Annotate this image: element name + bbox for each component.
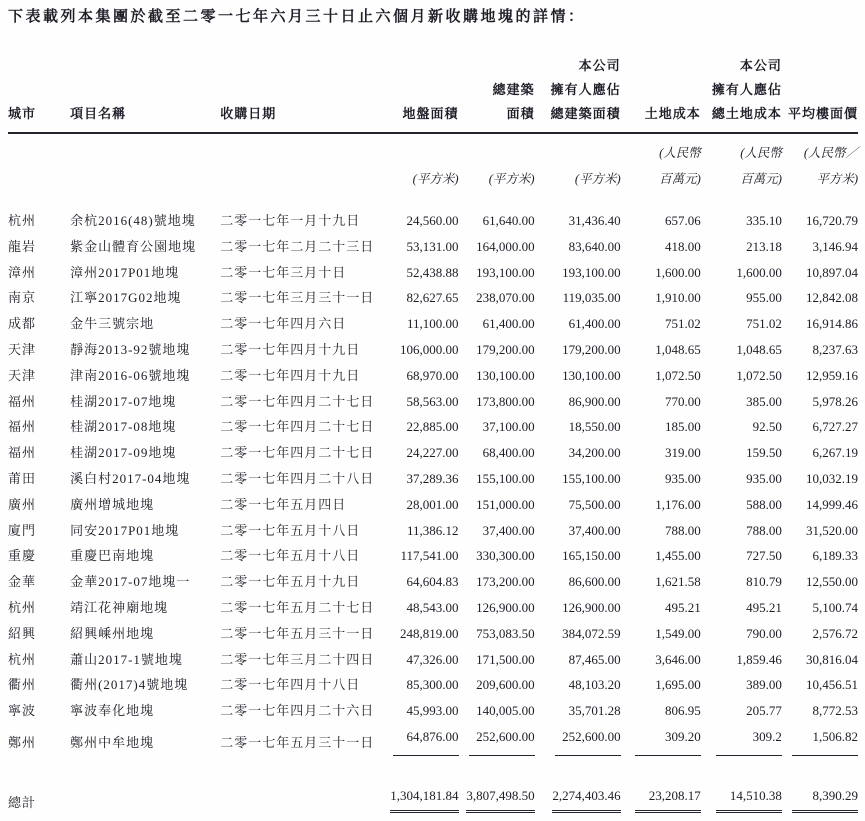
table-row (8, 492, 858, 518)
avg-floor-price-cell: 10,456.51 (806, 677, 858, 693)
gfa-cell: 155,100.00 (476, 470, 535, 486)
avg-floor-price-cell: 10,897.04 (806, 264, 858, 280)
table-row (8, 363, 858, 389)
city-cell: 杭州 (8, 651, 37, 667)
total-label: 總計 (8, 794, 37, 810)
city-cell: 福州 (8, 445, 37, 461)
table-row (8, 337, 858, 363)
project-cell: 江寧2017G02地塊 (70, 290, 182, 306)
header-row (8, 54, 858, 133)
attr-land-cost-cell: 495.21 (746, 599, 782, 615)
city-cell: 紹興 (8, 625, 37, 641)
land-cost-cell: 1,695.00 (655, 677, 701, 693)
col-header-project: 項目名稱 (70, 54, 220, 133)
gfa-cell: 179,200.00 (476, 341, 535, 357)
city-cell: 杭州 (8, 213, 37, 228)
col-header-site-area: 地盤面積 (372, 54, 458, 133)
attr-land-cost-cell: 810.79 (746, 574, 782, 590)
acq-date-cell: 二零一七年四月十九日 (220, 367, 361, 383)
land-cost-cell: 418.00 (665, 238, 701, 254)
project-cell: 金牛三號宗地 (70, 316, 155, 332)
col-header-acq-date: 收購日期 (220, 54, 372, 133)
avg-floor-price-cell: 30,816.04 (806, 651, 858, 667)
gfa-cell: 193,100.00 (476, 264, 535, 280)
avg-floor-price-cell: 14,999.46 (806, 496, 858, 512)
city-cell: 成都 (8, 316, 37, 332)
attr-land-cost-cell: 955.00 (746, 290, 782, 306)
city-cell: 寧波 (8, 703, 37, 719)
attr-gfa-cell: 165,150.00 (562, 548, 621, 564)
project-cell: 金華2017-07地塊一 (70, 574, 191, 590)
site-area-cell: 11,100.00 (406, 316, 459, 332)
avg-floor-price-cell: 2,576.72 (812, 625, 858, 641)
attr-land-cost-cell: 727.50 (746, 548, 782, 564)
table-row (8, 621, 858, 647)
avg-floor-price-cell: 6,267.19 (812, 445, 858, 461)
attr-gfa-cell: 34,200.00 (568, 445, 621, 461)
attr-land-cost-cell: 751.02 (746, 316, 782, 332)
acq-date-cell: 二零一七年三月三十一日 (220, 290, 375, 306)
acq-date-cell: 二零一七年三月二十四日 (220, 651, 375, 667)
site-area-cell: 85,300.00 (406, 677, 459, 693)
total-avg-floor-price: 8,390.29 (782, 756, 858, 813)
land-cost-cell: 657.06 (665, 213, 701, 228)
gfa-cell: 209,600.00 (476, 677, 535, 693)
avg-floor-price-cell: 12,550.00 (806, 574, 858, 590)
city-cell: 廣州 (8, 496, 37, 512)
acq-date-cell: 二零一七年四月十九日 (220, 341, 361, 357)
project-cell: 余杭2016(48)號地塊 (70, 213, 196, 228)
city-cell: 衢州 (8, 677, 37, 693)
gfa-cell: 164,000.00 (476, 238, 535, 254)
attr-gfa-cell: 155,100.00 (562, 470, 621, 486)
city-cell: 福州 (8, 393, 37, 409)
project-cell: 紹興嵊州地塊 (70, 625, 155, 641)
table-row (8, 698, 858, 724)
acq-date-cell: 二零一七年三月十日 (220, 264, 347, 280)
land-cost-cell: 319.00 (665, 445, 701, 461)
land-cost-cell: 935.00 (665, 470, 701, 486)
units-site-area: (平方米) (412, 172, 459, 186)
attr-land-cost-cell: 92.50 (752, 419, 782, 435)
site-area-cell: 106,000.00 (400, 341, 459, 357)
total-attr-land-cost: 14,510.38 (701, 756, 782, 813)
gfa-cell: 130,100.00 (476, 367, 535, 383)
project-cell: 寧波奉化地塊 (70, 703, 155, 719)
acq-date-cell: 二零一七年四月二十八日 (220, 470, 375, 486)
acq-date-cell: 二零一七年五月二十七日 (220, 599, 375, 615)
total-spacer (220, 756, 372, 813)
table-row (8, 724, 858, 756)
site-area-cell: 48,543.00 (406, 599, 459, 615)
acq-date-cell: 二零一七年四月二十六日 (220, 703, 375, 719)
gfa-cell: 140,005.00 (476, 703, 535, 719)
gfa-cell: 37,100.00 (482, 419, 535, 435)
table-row (8, 389, 858, 415)
attr-land-cost-cell: 788.00 (746, 522, 782, 538)
attr-land-cost-cell: 213.18 (746, 238, 782, 254)
attr-gfa-cell: 126,900.00 (562, 599, 621, 615)
land-cost-cell: 1,549.00 (655, 625, 701, 641)
land-cost-cell: 1,072.50 (655, 367, 701, 383)
acq-date-cell: 二零一七年五月四日 (220, 496, 347, 512)
city-cell: 杭州 (8, 599, 37, 615)
attr-gfa-cell: 119,035.00 (562, 290, 621, 306)
land-cost-cell: 806.95 (665, 703, 701, 719)
city-cell: 金華 (8, 574, 37, 590)
site-area-cell: 11,386.12 (406, 522, 459, 538)
total-land-cost: 23,208.17 (621, 756, 701, 813)
land-cost-cell: 495.21 (665, 599, 701, 615)
gfa-cell: 330,300.00 (476, 548, 535, 564)
avg-floor-price-cell: 8,772.53 (812, 703, 858, 719)
land-cost-cell: 1,621.58 (655, 574, 701, 590)
acq-date-cell: 二零一七年五月十八日 (220, 522, 361, 538)
land-cost-cell: 1,910.00 (655, 290, 701, 306)
project-cell: 廣州增城地塊 (70, 496, 155, 512)
acq-date-cell: 二零一七年二月二十三日 (220, 238, 375, 254)
gfa-cell: 37,400.00 (482, 522, 535, 538)
land-cost-cell: 1,176.00 (655, 496, 701, 512)
attr-land-cost-cell: 1,048.65 (736, 341, 782, 357)
attr-gfa-cell: 37,400.00 (568, 522, 621, 538)
table-row (8, 414, 858, 440)
gfa-cell: 238,070.00 (476, 290, 535, 306)
units-attr-land-cost: (人民幣 百萬元) (740, 146, 782, 186)
col-header-attr-gfa: 本公司 擁有人應佔 總建築面積 (535, 54, 621, 133)
col-header-attr-land-cost: 本公司 擁有人應佔 總土地成本 (701, 54, 782, 133)
attr-land-cost-cell: 389.00 (746, 677, 782, 693)
project-cell: 靜海2013-92號地塊 (70, 341, 191, 357)
units-date (220, 133, 372, 208)
attr-land-cost-cell: 335.10 (746, 213, 782, 228)
site-area-cell: 24,560.00 (406, 213, 459, 228)
project-cell: 津南2016-06號地塊 (70, 367, 191, 383)
acq-date-cell: 二零一七年四月十八日 (220, 677, 361, 693)
project-cell: 靖江花神廟地塊 (70, 599, 169, 615)
acq-date-cell: 二零一七年五月三十一日 (220, 625, 375, 641)
table-footer (8, 756, 858, 813)
site-area-cell: 117,541.00 (400, 548, 459, 564)
attr-land-cost-cell: 385.00 (746, 393, 782, 409)
attr-gfa-cell: 48,103.20 (568, 677, 621, 693)
col-header-avg-floor-price: 平均樓面價 (782, 54, 858, 133)
gfa-cell: 61,400.00 (482, 316, 535, 332)
gfa-cell: 61,640.00 (482, 213, 535, 228)
avg-floor-price-cell: 12,959.16 (806, 367, 858, 383)
site-area-cell: 37,289.36 (406, 470, 459, 486)
attr-land-cost-cell: 1,072.50 (736, 367, 782, 383)
attr-gfa-cell: 179,200.00 (562, 341, 621, 357)
site-area-cell: 45,993.00 (406, 703, 459, 719)
city-cell: 鄭州 (8, 734, 37, 750)
attr-gfa-cell: 18,550.00 (568, 419, 621, 435)
total-spacer (70, 756, 220, 813)
table-row (8, 647, 858, 673)
attr-land-cost-cell: 309.2 (701, 724, 782, 756)
total-attr-gfa: 2,274,403.46 (535, 756, 621, 813)
project-cell: 衢州(2017)4號地塊 (70, 677, 189, 693)
project-cell: 桂湖2017-09地塊 (70, 445, 177, 461)
attr-gfa-cell: 31,436.40 (568, 213, 621, 228)
acq-date-cell: 二零一七年四月六日 (220, 316, 347, 332)
units-gfa: (平方米) (488, 172, 535, 186)
avg-floor-price-cell: 31,520.00 (806, 522, 858, 538)
attr-gfa-cell: 61,400.00 (568, 316, 621, 332)
avg-floor-price-cell: 5,100.74 (812, 599, 858, 615)
project-cell: 漳州2017P01地塊 (70, 264, 180, 280)
land-cost-cell: 770.00 (665, 393, 701, 409)
attr-gfa-cell: 75,500.00 (568, 496, 621, 512)
total-site-area: 1,304,181.84 (372, 756, 458, 813)
avg-floor-price-cell: 6,189.33 (812, 548, 858, 564)
attr-land-cost-cell: 159.50 (746, 445, 782, 461)
table-row (8, 569, 858, 595)
project-cell: 蕭山2017-1號地塊 (70, 651, 183, 667)
avg-floor-price-cell: 16,720.79 (806, 213, 858, 228)
land-cost-cell: 1,600.00 (655, 264, 701, 280)
table-row (8, 543, 858, 569)
city-cell: 天津 (8, 341, 37, 357)
table-header (8, 54, 858, 208)
gfa-cell: 252,600.00 (459, 724, 535, 756)
site-area-cell: 82,627.65 (406, 290, 459, 306)
city-cell: 龍岩 (8, 238, 37, 254)
table-row (8, 260, 858, 286)
site-area-cell: 68,970.00 (406, 367, 459, 383)
attr-gfa-cell: 130,100.00 (562, 367, 621, 383)
acq-date-cell: 二零一七年一月十九日 (220, 213, 361, 228)
site-area-cell: 28,001.00 (406, 496, 459, 512)
project-cell: 桂湖2017-08地塊 (70, 419, 177, 435)
table-row (8, 466, 858, 492)
gfa-cell: 151,000.00 (476, 496, 535, 512)
table-row (8, 311, 858, 337)
land-cost-cell: 3,646.00 (655, 651, 701, 667)
site-area-cell: 24,227.00 (406, 445, 459, 461)
project-cell: 桂湖2017-07地塊 (70, 393, 177, 409)
avg-floor-price-cell: 5,978.26 (812, 393, 858, 409)
col-header-land-cost: 土地成本 (621, 54, 701, 133)
avg-floor-price-cell: 12,842.08 (806, 290, 858, 306)
acq-date-cell: 二零一七年四月二十七日 (220, 393, 375, 409)
col-header-gfa: 總建築 面積 (459, 54, 535, 133)
land-cost-cell: 309.20 (621, 724, 701, 756)
table-row (8, 518, 858, 544)
land-cost-cell: 1,048.65 (655, 341, 701, 357)
project-cell: 鄭州中牟地塊 (70, 734, 155, 750)
units-row (8, 133, 858, 208)
city-cell: 重慶 (8, 548, 37, 564)
table-body (8, 208, 858, 756)
site-area-cell: 52,438.88 (406, 264, 459, 280)
city-cell: 漳州 (8, 264, 37, 280)
avg-floor-price-cell: 3,146.94 (812, 238, 858, 254)
units-project (70, 133, 220, 208)
attr-gfa-cell: 87,465.00 (568, 651, 621, 667)
attr-land-cost-cell: 588.00 (746, 496, 782, 512)
site-area-cell: 64,604.83 (406, 574, 459, 590)
total-gfa: 3,807,498.50 (459, 756, 535, 813)
gfa-cell: 126,900.00 (476, 599, 535, 615)
table-row (8, 234, 858, 260)
gfa-cell: 173,800.00 (476, 393, 535, 409)
site-area-cell: 58,563.00 (406, 393, 459, 409)
total-row (8, 756, 858, 813)
city-cell: 天津 (8, 367, 37, 383)
project-cell: 溪白村2017-04地塊 (70, 470, 191, 486)
project-cell: 同安2017P01地塊 (70, 522, 180, 538)
attr-gfa-cell: 35,701.28 (568, 703, 621, 719)
table-row (8, 285, 858, 311)
acq-date-cell: 二零一七年四月二十七日 (220, 419, 375, 435)
attr-land-cost-cell: 935.00 (746, 470, 782, 486)
table-row (8, 672, 858, 698)
gfa-cell: 171,500.00 (476, 651, 535, 667)
city-cell: 廈門 (8, 522, 37, 538)
land-acquisition-table (8, 54, 858, 813)
land-cost-cell: 1,455.00 (655, 548, 701, 564)
table-row (8, 440, 858, 466)
units-avg-floor-price: (人民幣／ 平方米) (803, 146, 858, 186)
attr-land-cost-cell: 1,859.46 (736, 651, 782, 667)
attr-gfa-cell: 83,640.00 (568, 238, 621, 254)
city-cell: 南京 (8, 290, 37, 306)
attr-gfa-cell: 193,100.00 (562, 264, 621, 280)
attr-gfa-cell: 384,072.59 (562, 625, 621, 641)
table-row (8, 595, 858, 621)
acq-date-cell: 二零一七年五月十九日 (220, 574, 361, 590)
acq-date-cell: 二零一七年五月十八日 (220, 548, 361, 564)
gfa-cell: 68,400.00 (482, 445, 535, 461)
avg-floor-price-cell: 6,727.27 (812, 419, 858, 435)
city-cell: 福州 (8, 419, 37, 435)
gfa-cell: 753,083.50 (476, 625, 535, 641)
attr-land-cost-cell: 1,600.00 (736, 264, 782, 280)
attr-gfa-cell: 86,900.00 (568, 393, 621, 409)
site-area-cell: 248,819.00 (400, 625, 459, 641)
acq-date-cell: 二零一七年四月二十七日 (220, 445, 375, 461)
col-header-city: 城市 (8, 54, 70, 133)
city-cell: 莆田 (8, 470, 37, 486)
project-cell: 紫金山體育公園地塊 (70, 238, 197, 254)
units-city (8, 133, 70, 208)
attr-gfa-cell: 86,600.00 (568, 574, 621, 590)
land-cost-cell: 751.02 (665, 316, 701, 332)
avg-floor-price-cell: 1,506.82 (782, 724, 858, 756)
site-area-cell: 64,876.00 (372, 724, 458, 756)
site-area-cell: 22,885.00 (406, 419, 459, 435)
avg-floor-price-cell: 16,914.86 (806, 316, 858, 332)
land-cost-cell: 185.00 (665, 419, 701, 435)
land-cost-cell: 788.00 (665, 522, 701, 538)
gfa-cell: 173,200.00 (476, 574, 535, 590)
acq-date-cell: 二零一七年五月三十一日 (220, 734, 375, 750)
attr-gfa-cell: 252,600.00 (535, 724, 621, 756)
site-area-cell: 53,131.00 (406, 238, 459, 254)
units-land-cost: (人民幣 百萬元) (659, 146, 701, 186)
attr-land-cost-cell: 790.00 (746, 625, 782, 641)
avg-floor-price-cell: 8,237.63 (812, 341, 858, 357)
project-cell: 重慶巴南地塊 (70, 548, 155, 564)
units-attr-gfa: (平方米) (574, 172, 621, 186)
site-area-cell: 47,326.00 (406, 651, 459, 667)
page-title: 下表載列本集團於截至二零一七年六月三十日止六個月新收購地塊的詳情： (8, 9, 586, 25)
avg-floor-price-cell: 10,032.19 (806, 470, 858, 486)
attr-land-cost-cell: 205.77 (746, 703, 782, 719)
table-row (8, 208, 858, 234)
